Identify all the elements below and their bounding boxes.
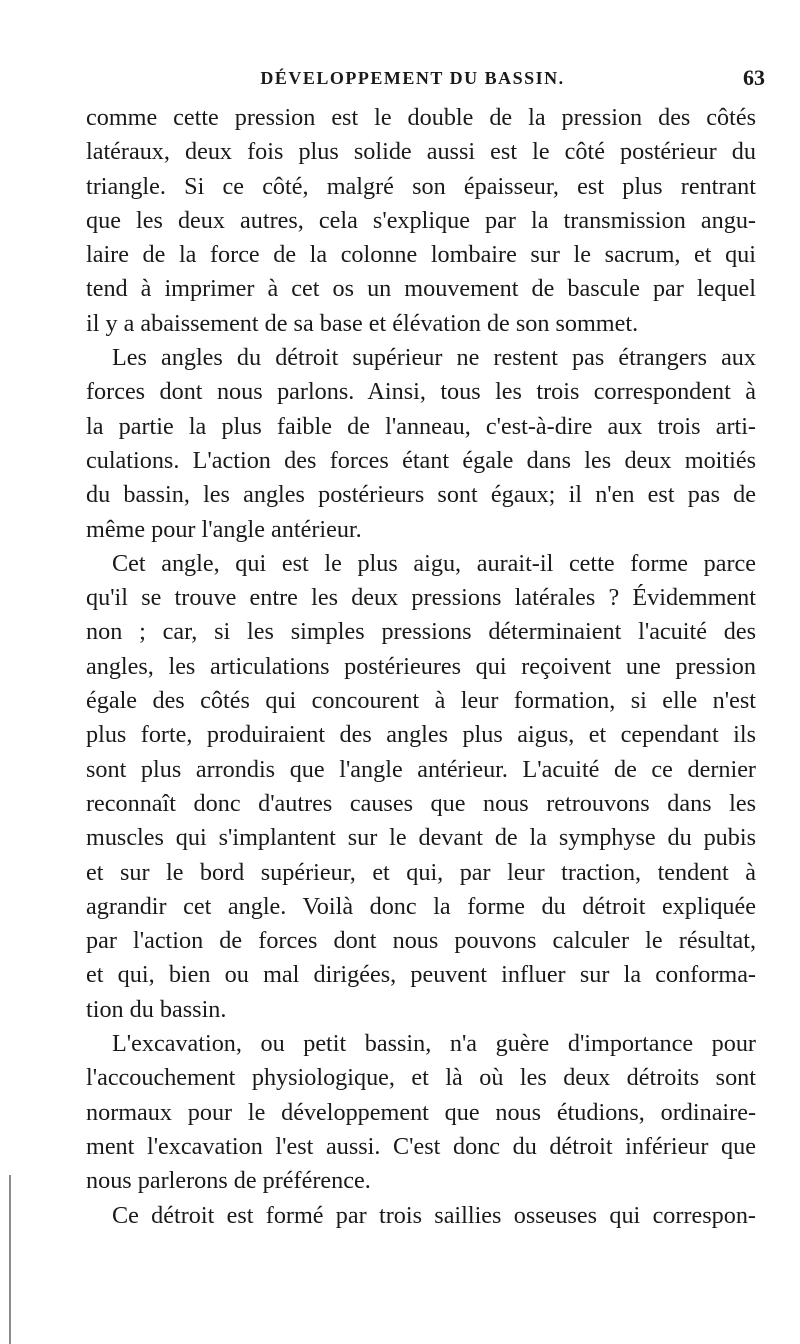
paragraph-first-line: L'excavation, ou petit bassin, n'a guère d'importance pour	[112, 1030, 756, 1058]
text-line: latéraux, deux fois plus solide aussi est le côté postérieur du	[86, 138, 756, 166]
text-line: tend à imprimer à cet os un mouvement de bascule par lequel	[86, 275, 756, 303]
text-line: reconnaît donc d'autres causes que nous retrouvons dans les	[86, 789, 756, 817]
text-line: forces dont nous parlons. Ainsi, tous les trois correspondent à	[86, 378, 756, 406]
text-line: plus forte, produiraient des angles plus aigus, et cependant ils	[86, 721, 756, 749]
text-line: égale des côtés qui concourent à leur formation, si elle n'est	[86, 687, 756, 715]
text-line: tion du bassin.	[86, 995, 227, 1023]
text-line: il y a abaissement de sa base et élévation de son sommet.	[86, 309, 639, 337]
text-line: non ; car, si les simples pressions déterminaient l'acuité des	[86, 618, 756, 646]
text-line: agrandir cet angle. Voilà donc la forme du détroit expliquée	[86, 892, 756, 920]
text-line: culations. L'action des forces étant égale dans les deux moitiés	[86, 446, 756, 474]
text-line: laire de la force de la colonne lombaire sur le sacrum, et qui	[86, 241, 756, 269]
text-line: et sur le bord supérieur, et qui, par leur traction, tendent à	[86, 858, 756, 886]
scan-margin-line	[9, 1175, 11, 1344]
text-line: comme cette pression est le double de la pression des côtés	[86, 104, 756, 131]
text-line: l'accouchement physiologique, et là où les deux détroits sont	[86, 1064, 756, 1092]
paragraph-first-line: Ce détroit est formé par trois saillies osseuses qui correspon-	[112, 1201, 756, 1229]
text-line: la partie la plus faible de l'anneau, c'est-à-dire aux trois arti-	[86, 412, 756, 440]
text-line: par l'action de forces dont nous pouvons calculer le résultat,	[86, 927, 756, 955]
text-line: même pour l'angle antérieur.	[86, 515, 362, 543]
text-line: nous parlerons de préférence.	[86, 1167, 371, 1195]
text-line: qu'il se trouve entre les deux pressions latérales ? Évidemment	[86, 584, 756, 612]
running-header	[60, 58, 765, 98]
text-line: normaux pour le développement que nous étudions, ordinaire-	[86, 1098, 756, 1126]
text-line: sont plus arrondis que l'angle antérieur. L'acuité de ce dernier	[86, 755, 756, 783]
text-line: triangle. Si ce côté, malgré son épaisseur, est plus rentrant	[86, 172, 756, 200]
text-line: muscles qui s'implantent sur le devant de la symphyse du pubis	[86, 824, 756, 852]
text-line: du bassin, les angles postérieurs sont égaux; il n'en est pas de	[86, 481, 756, 509]
paragraph-first-line: Cet angle, qui est le plus aigu, aurait-il cette forme parce	[112, 549, 756, 577]
text-line: ment l'excavation l'est aussi. C'est donc du détroit inférieur que	[86, 1132, 756, 1160]
body-text	[86, 101, 756, 1233]
text-line: que les deux autres, cela s'explique par la transmission angu-	[86, 206, 756, 234]
text-line: angles, les articulations postérieures qui reçoivent une pression	[86, 652, 756, 680]
page-number: 63	[743, 65, 765, 90]
text-line: et qui, bien ou mal dirigées, peuvent influer sur la conforma-	[86, 961, 756, 989]
running-title: DÉVELOPPEMENT DU BASSIN.	[260, 68, 565, 88]
paragraph-first-line: Les angles du détroit supérieur ne restent pas étrangers aux	[112, 344, 756, 372]
